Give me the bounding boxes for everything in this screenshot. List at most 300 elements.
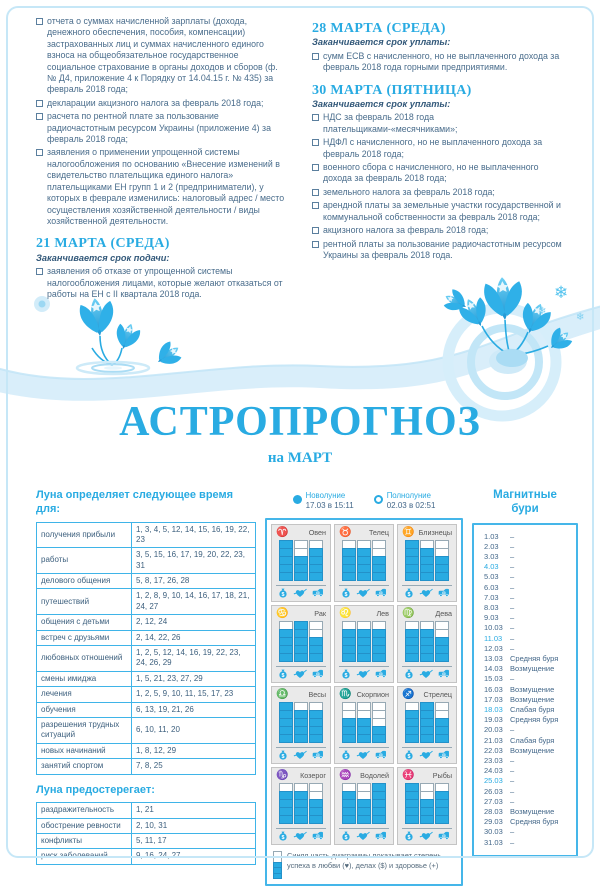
moon-determines-heading: Луна определяет следующее время для: [36, 489, 256, 517]
heart-arrow-icon [293, 588, 307, 598]
table-row [37, 615, 256, 630]
zodiac-name: Лев [376, 609, 389, 618]
list-item [36, 111, 288, 145]
zodiac-icon: ♓ [402, 771, 414, 781]
success-bar [357, 541, 371, 581]
list-item [312, 200, 564, 223]
table-row [37, 849, 256, 864]
new-moon-icon [293, 495, 302, 504]
zodiac-cell [397, 524, 457, 602]
legend-bar-icon [273, 852, 282, 880]
money-bag-icon [341, 831, 351, 841]
magnetic-date: 25.03 [484, 776, 510, 786]
bar-segment [435, 572, 449, 581]
success-bar [420, 703, 434, 743]
zodiac-icon: ♐ [402, 690, 414, 700]
magnetic-status: – [510, 644, 514, 654]
activity-cell: общения с детьми [37, 615, 132, 630]
magnetic-status: Средняя буря [510, 715, 558, 725]
zodiac-cell-header [339, 771, 389, 781]
success-bar [279, 541, 293, 581]
new-moon-phase [293, 491, 354, 511]
success-bar [279, 784, 293, 824]
legend-text: Синяя часть диаграммы показывает степень успеха в любви (♥), делах ($) и здоровье (+) [287, 851, 455, 872]
checkbox-icon [312, 139, 319, 146]
success-bar [405, 703, 419, 743]
days-cell: 1, 2, 8, 9, 10, 14, 16, 17, 18, 21, 24, 27 [132, 589, 256, 615]
magnetic-date: 13.03 [484, 654, 510, 664]
activity-cell: лечения [37, 687, 132, 702]
svg-text:$: $ [344, 835, 347, 841]
bar-segment [294, 815, 308, 824]
zodiac-cell-header [402, 690, 452, 700]
magnetic-date: 28.03 [484, 807, 510, 817]
zodiac-name: Овен [309, 528, 326, 537]
success-bars [341, 622, 387, 662]
activity-cell: риск заболеваний [37, 849, 132, 864]
success-bar [372, 703, 386, 743]
zodiac-cell-header [402, 528, 452, 538]
item-text: рентной платы за пользование радиочастотным ресурсом Украины за февраль 2018 года. [323, 239, 564, 262]
zodiac-icon: ♑ [276, 771, 288, 781]
magnetic-row [484, 817, 572, 827]
zodiac-cell [271, 605, 331, 683]
success-bars [341, 541, 387, 581]
magnetic-row [484, 797, 572, 807]
list-item [36, 147, 288, 227]
magnetic-date: 11.03 [484, 634, 510, 644]
tax-calendar-left-column [36, 16, 288, 302]
zodiac-name: Стрелец [423, 690, 452, 699]
item-text: расчета по рентной плате за пользование радиочастотным ресурсом Украины (приложение 4) за февраль 2018 года; [47, 111, 288, 145]
bar-segment [342, 572, 356, 581]
success-bars [278, 622, 324, 662]
heart-arrow-icon [419, 750, 433, 760]
success-bar [357, 784, 371, 824]
date-heading-28: 28 МАРТА (СРЕДА) [312, 23, 564, 34]
checkbox-icon [312, 53, 319, 60]
activity-cell: получения прибыли [37, 522, 132, 548]
heart-arrow-icon [419, 588, 433, 598]
activity-cell: делового общения [37, 574, 132, 589]
item-text: НДФЛ с начисленного, но не выплаченного дохода за февраль 2018 года; [323, 137, 564, 160]
bar-segment [405, 653, 419, 662]
magnetic-date: 29.03 [484, 817, 510, 827]
magnetic-date: 14.03 [484, 664, 510, 674]
magnetic-status: – [510, 552, 514, 562]
success-bar [420, 541, 434, 581]
metric-icons [402, 828, 452, 841]
magnetic-row [484, 725, 572, 735]
tax-calendar-section [36, 16, 564, 302]
magnetic-date: 31.03 [484, 838, 510, 848]
magnetic-status: – [510, 572, 514, 582]
success-bars [404, 541, 450, 581]
ambulance-icon [438, 588, 450, 597]
success-bar [435, 784, 449, 824]
magnetic-row [484, 695, 572, 705]
magnetic-row [484, 644, 572, 654]
bar-segment [420, 815, 434, 824]
bar-segment [372, 572, 386, 581]
success-bar [405, 541, 419, 581]
ambulance-icon [438, 831, 450, 840]
success-bar [435, 703, 449, 743]
astro-forecast-section [36, 489, 578, 886]
success-bar [279, 622, 293, 662]
success-bar [294, 703, 308, 743]
success-bar [357, 703, 371, 743]
zodiac-icon: ♎ [276, 690, 288, 700]
list-item [36, 266, 288, 300]
success-bar [294, 541, 308, 581]
item-text: заявления о применении упрощенной системы налогообложения по основанию «Внесение изменений в свидетельство плательщика единого налога» плательщиками ЕН групп 1 и 2 (предприниматели), у которых в феврале изменились: налоговый адрес / место осуществления хозяйственной деятельности / виды хозяйственной деятельности. [47, 147, 288, 227]
zodiac-icon: ♏ [339, 690, 351, 700]
table-row [37, 743, 256, 758]
full-moon-phase [374, 491, 436, 511]
magnetic-date: 2.03 [484, 542, 510, 552]
zodiac-cell-header [276, 690, 326, 700]
magnetic-row [484, 583, 572, 593]
magnetic-row [484, 603, 572, 613]
metric-icons [402, 747, 452, 760]
table-row [37, 834, 256, 849]
ambulance-icon [438, 669, 450, 678]
days-cell: 2, 14, 22, 26 [132, 630, 256, 645]
magnetic-row [484, 827, 572, 837]
magnetic-status: – [510, 562, 514, 572]
success-bar [294, 622, 308, 662]
magnetic-status: – [510, 725, 514, 735]
success-bar [435, 622, 449, 662]
svg-text:$: $ [407, 754, 410, 760]
magnetic-date: 26.03 [484, 787, 510, 797]
magnetic-status: Возмущение [510, 807, 554, 817]
activity-cell: смены имиджа [37, 671, 132, 686]
moon-determines-table [36, 522, 256, 775]
success-bar [405, 622, 419, 662]
zodiac-icon: ♍ [402, 609, 414, 619]
bar-segment [279, 653, 293, 662]
table-row [37, 522, 256, 548]
magnetic-status: Слабая буря [510, 705, 554, 715]
deadline-item-list [312, 51, 564, 74]
success-bar [342, 784, 356, 824]
magnetic-date: 23.03 [484, 756, 510, 766]
activity-cell: работы [37, 548, 132, 574]
magnetic-status: – [510, 634, 514, 644]
zodiac-name: Водолей [360, 771, 389, 780]
deadline-item-list [36, 16, 288, 227]
checkbox-icon [312, 202, 319, 209]
magnetic-status: Средняя буря [510, 654, 558, 664]
heart-arrow-icon [293, 831, 307, 841]
metric-icons [276, 666, 326, 679]
phase-label: Новолуние [306, 491, 354, 501]
svg-text:$: $ [281, 835, 284, 841]
magnetic-date: 1.03 [484, 532, 510, 542]
metric-icons [276, 828, 326, 841]
days-cell: 1, 2, 5, 12, 14, 16, 19, 22, 23, 24, 26, 29 [132, 646, 256, 672]
magnetic-storms-heading: Магнитные бури [490, 489, 560, 517]
money-bag-icon [404, 831, 414, 841]
checkbox-icon [36, 268, 43, 275]
magnetic-row [484, 634, 572, 644]
days-cell: 2, 10, 31 [132, 818, 256, 833]
magnetic-date: 24.03 [484, 766, 510, 776]
checkbox-icon [36, 113, 43, 120]
bar-segment [357, 815, 371, 824]
zodiac-icon: ♌ [339, 609, 351, 619]
table-row [37, 759, 256, 774]
bar-segment [342, 734, 356, 743]
metric-icons [402, 666, 452, 679]
magnetic-date: 27.03 [484, 797, 510, 807]
svg-text:$: $ [344, 673, 347, 679]
ambulance-icon [312, 750, 324, 759]
zodiac-cell-header [402, 771, 452, 781]
days-cell: 5, 11, 17 [132, 834, 256, 849]
bar-segment [357, 734, 371, 743]
table-row [37, 671, 256, 686]
magnetic-date: 9.03 [484, 613, 510, 623]
zodiac-cell [334, 524, 394, 602]
activity-cell: обучения [37, 702, 132, 717]
zodiac-icon: ♉ [339, 528, 351, 538]
ambulance-icon [375, 669, 387, 678]
bar-segment [405, 815, 419, 824]
days-cell: 1, 2, 5, 9, 10, 11, 15, 17, 23 [132, 687, 256, 702]
list-item [312, 225, 564, 236]
list-item [312, 51, 564, 74]
magnetic-status: Возмущение [510, 746, 554, 756]
bar-segment [279, 572, 293, 581]
bar-segment [357, 572, 371, 581]
zodiac-name: Телец [369, 528, 389, 537]
days-cell: 6, 13, 19, 21, 26 [132, 702, 256, 717]
magnetic-status: – [510, 603, 514, 613]
days-cell: 1, 8, 12, 29 [132, 743, 256, 758]
magnetic-status: – [510, 776, 514, 786]
snowflake-icon: ❄ [538, 306, 546, 317]
zodiac-cell [271, 686, 331, 764]
money-bag-icon [404, 750, 414, 760]
item-text: декларации акцизного налога за февраль 2018 года; [47, 98, 263, 109]
checkbox-icon [312, 189, 319, 196]
magnetic-date: 20.03 [484, 725, 510, 735]
ambulance-icon [312, 831, 324, 840]
magnetic-row [484, 756, 572, 766]
svg-text:$: $ [281, 592, 284, 598]
zodiac-icon: ♒ [339, 771, 351, 781]
list-item [312, 239, 564, 262]
magnetic-row [484, 736, 572, 746]
success-bars [341, 784, 387, 824]
bar-segment [405, 734, 419, 743]
magnetic-status: Средняя буря [510, 817, 558, 827]
magnetic-date: 18.03 [484, 705, 510, 715]
success-bar [342, 703, 356, 743]
success-bars [278, 703, 324, 743]
magnetic-row [484, 715, 572, 725]
days-cell: 6, 10, 11, 20 [132, 717, 256, 743]
zodiac-icon: ♋ [276, 609, 288, 619]
zodiac-cell-header [339, 528, 389, 538]
days-cell: 5, 8, 17, 26, 28 [132, 574, 256, 589]
magnetic-status: – [510, 756, 514, 766]
magnetic-date: 30.03 [484, 827, 510, 837]
deadline-lead: Заканчивается срок подачи: [36, 253, 288, 264]
magnetic-row [484, 613, 572, 623]
magnetic-date: 12.03 [484, 644, 510, 654]
bar-segment [294, 734, 308, 743]
days-cell: 2, 12, 24 [132, 615, 256, 630]
metric-icons [339, 585, 389, 598]
snowflake-icon: ❄ [554, 283, 568, 303]
activity-cell: раздражительность [37, 803, 132, 818]
metric-icons [339, 828, 389, 841]
bar-segment [372, 734, 386, 743]
ambulance-icon [312, 588, 324, 597]
heart-arrow-icon [293, 669, 307, 679]
magnetic-status: – [510, 532, 514, 542]
magnetic-date: 17.03 [484, 695, 510, 705]
success-bar [309, 784, 323, 824]
success-bar [435, 541, 449, 581]
magnetic-row [484, 766, 572, 776]
zodiac-grid [271, 524, 457, 845]
table-row [37, 702, 256, 717]
success-bar [372, 541, 386, 581]
ambulance-icon [438, 750, 450, 759]
page-title: АСТРОПРОГНОЗ [0, 398, 600, 446]
phase-value: 17.03 в 15:11 [306, 501, 354, 511]
success-bar [309, 703, 323, 743]
tax-calendar-right-column [312, 16, 564, 302]
magnetic-row [484, 542, 572, 552]
zodiac-name: Близнецы [419, 528, 452, 537]
bar-segment [435, 653, 449, 662]
bar-segment [420, 653, 434, 662]
magnetic-date: 16.03 [484, 685, 510, 695]
magnetic-status: Возмущение [510, 695, 554, 705]
magnetic-row [484, 746, 572, 756]
zodiac-name: Рак [314, 609, 326, 618]
money-bag-icon [278, 588, 288, 598]
zodiac-icon: ♈ [276, 528, 288, 538]
success-bar [294, 784, 308, 824]
table-row [37, 548, 256, 574]
svg-text:$: $ [281, 673, 284, 679]
metric-icons [339, 666, 389, 679]
heart-arrow-icon [356, 669, 370, 679]
magnetic-date: 3.03 [484, 552, 510, 562]
heart-arrow-icon [356, 831, 370, 841]
phase-label: Полнолуние [387, 491, 436, 501]
zodiac-name: Скорпион [357, 690, 389, 699]
bar-segment [435, 734, 449, 743]
magnetic-date: 10.03 [484, 623, 510, 633]
bar-segment [405, 572, 419, 581]
money-bag-icon [278, 669, 288, 679]
checkbox-icon [36, 149, 43, 156]
activity-cell: занятий спортом [37, 759, 132, 774]
table-row [37, 818, 256, 833]
money-bag-icon [278, 831, 288, 841]
success-bar [342, 541, 356, 581]
zodiac-cell-header [339, 690, 389, 700]
phase-value: 02.03 в 02:51 [387, 501, 436, 511]
magnetic-status: – [510, 797, 514, 807]
bar-segment [279, 815, 293, 824]
magnetic-row [484, 623, 572, 633]
moon-warns-heading: Луна предостерегает: [36, 784, 256, 798]
astro-title-block [0, 398, 600, 467]
magnetic-row [484, 674, 572, 684]
item-text: НДС за февраль 2018 года плательщиками-«месячниками»; [323, 112, 564, 135]
heart-arrow-icon [356, 588, 370, 598]
magnetic-row [484, 572, 572, 582]
success-bar [372, 784, 386, 824]
checkbox-icon [312, 241, 319, 248]
ambulance-icon [375, 831, 387, 840]
ambulance-icon [312, 669, 324, 678]
success-bars [278, 784, 324, 824]
bar-segment [372, 815, 386, 824]
moon-phases [265, 491, 463, 511]
zodiac-name: Весы [308, 690, 326, 699]
money-bag-icon [341, 669, 351, 679]
heart-arrow-icon [419, 669, 433, 679]
zodiac-cell-header [276, 609, 326, 619]
deadline-lead: Заканчивается срок уплаты: [312, 99, 564, 110]
activity-cell: встреч с друзьями [37, 630, 132, 645]
activity-cell: любовных отношений [37, 646, 132, 672]
table-row [37, 574, 256, 589]
bar-segment [372, 653, 386, 662]
zodiac-cell-header [276, 771, 326, 781]
zodiac-cell-header [402, 609, 452, 619]
magnetic-status: – [510, 787, 514, 797]
success-bar [405, 784, 419, 824]
magnetic-row [484, 838, 572, 848]
days-cell: 1, 21 [132, 803, 256, 818]
list-item [312, 112, 564, 135]
bar-segment [435, 815, 449, 824]
activity-cell: обострение ревности [37, 818, 132, 833]
activity-cell: конфликты [37, 834, 132, 849]
success-bars [404, 784, 450, 824]
magnetic-date: 22.03 [484, 746, 510, 756]
success-bar [420, 622, 434, 662]
zodiac-name: Рыбы [433, 771, 452, 780]
money-bag-icon [404, 588, 414, 598]
success-bar [279, 703, 293, 743]
item-text: военного сбора с начисленного, но не выплаченного дохода за февраль 2018 года; [323, 162, 564, 185]
zodiac-cell [271, 524, 331, 602]
moon-warns-table [36, 802, 256, 865]
magnetic-status: Слабая буря [510, 736, 554, 746]
item-text: заявления об отказе от упрощенной системы налогообложения лицами, которые желают отказаться от работы на ЕН с II квартала 2018 года. [47, 266, 288, 300]
zodiac-column [265, 489, 463, 886]
activity-cell: новых начинаний [37, 743, 132, 758]
success-bar [372, 622, 386, 662]
magnetic-date: 6.03 [484, 583, 510, 593]
days-cell: 9, 16, 24, 27 [132, 849, 256, 864]
activity-cell: разрешения трудных ситуаций [37, 717, 132, 743]
success-bars [278, 541, 324, 581]
magnetic-status: – [510, 674, 514, 684]
